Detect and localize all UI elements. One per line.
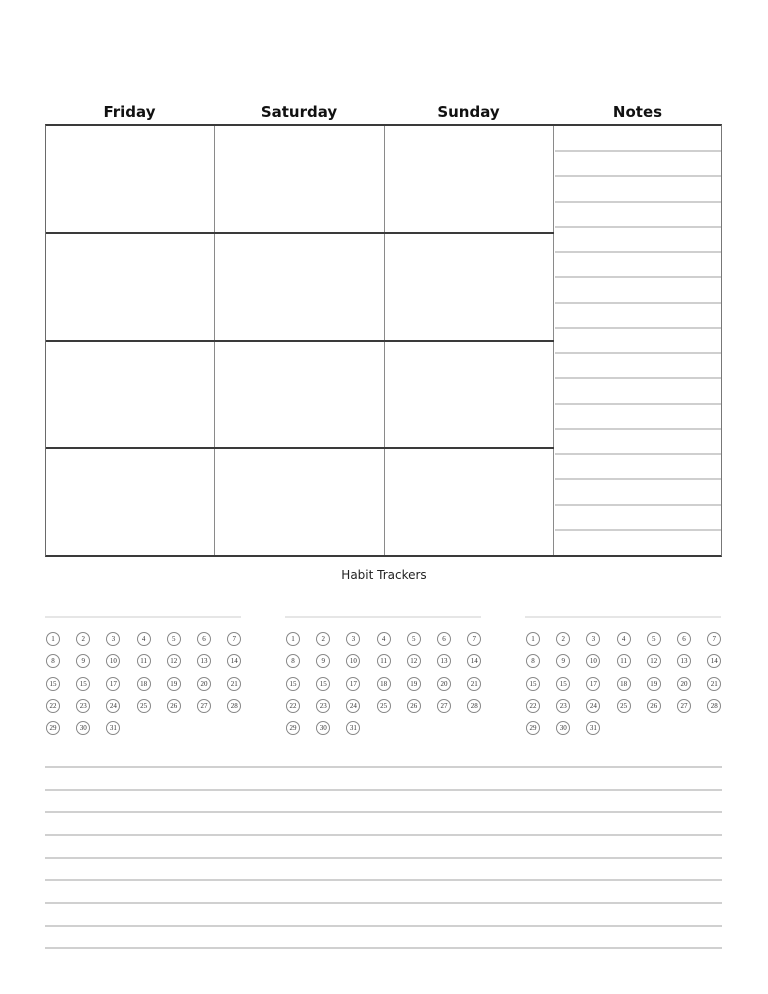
notes-row-16[interactable]: [555, 505, 721, 530]
notes-row-1[interactable]: [555, 126, 721, 151]
habit-day-circle[interactable]: 24: [106, 699, 120, 713]
habit-day-circle[interactable]: 29: [46, 721, 60, 735]
habit-day-circle[interactable]: 29: [526, 721, 540, 735]
habit-day-circle[interactable]: 21: [707, 677, 721, 691]
habit-day-circle[interactable]: 11: [617, 654, 631, 668]
notes-row-7[interactable]: [555, 277, 721, 302]
habit-day-circle[interactable]: 17: [346, 677, 360, 691]
habit-day-circle[interactable]: 11: [137, 654, 151, 668]
habit-tracker-1: [45, 616, 245, 741]
sunday-cell-2[interactable]: [385, 233, 553, 340]
writing-line[interactable]: [45, 902, 722, 904]
habit-day-circle[interactable]: 14: [227, 654, 241, 668]
habit-day-circle[interactable]: 29: [286, 721, 300, 735]
habit-day-circle[interactable]: 30: [316, 721, 330, 735]
habit-day-circle[interactable]: 31: [106, 721, 120, 735]
habit-day-circle[interactable]: 6: [437, 632, 451, 646]
habit-day-circle[interactable]: 15: [316, 677, 330, 691]
habit-day-circle[interactable]: 20: [677, 677, 691, 691]
habit-day-circle[interactable]: 17: [106, 677, 120, 691]
habit-day-circle[interactable]: 30: [556, 721, 570, 735]
habit-day-circle[interactable]: 30: [76, 721, 90, 735]
sunday-cell-4[interactable]: [385, 448, 553, 555]
friday-cell-4[interactable]: [46, 448, 214, 555]
saturday-cell-1[interactable]: [215, 126, 384, 233]
habit-day-circle[interactable]: 14: [467, 654, 481, 668]
habit-day-circle[interactable]: 13: [677, 654, 691, 668]
habit-day-circle[interactable]: 9: [316, 654, 330, 668]
habit-day-circle[interactable]: 8: [46, 654, 60, 668]
writing-line[interactable]: [45, 857, 722, 859]
habit-day-circle[interactable]: 23: [76, 699, 90, 713]
habit-day-circle[interactable]: 27: [197, 699, 211, 713]
habit-day-circle[interactable]: 5: [407, 632, 421, 646]
habit-day-circle[interactable]: 15: [46, 677, 60, 691]
weekly-planner-grid: [45, 124, 722, 557]
writing-line[interactable]: [45, 811, 722, 813]
friday-cell-3[interactable]: [46, 341, 214, 448]
habit-day-circle[interactable]: 22: [46, 699, 60, 713]
habit-day-circle[interactable]: 28: [467, 699, 481, 713]
habit-day-circle[interactable]: 17: [586, 677, 600, 691]
habit-day-circle[interactable]: 18: [617, 677, 631, 691]
notes-row-3[interactable]: [555, 176, 721, 201]
writing-line[interactable]: [45, 925, 722, 927]
habit-day-circle[interactable]: 23: [316, 699, 330, 713]
habit-day-circle[interactable]: 12: [647, 654, 661, 668]
habit-day-circle[interactable]: 2: [76, 632, 90, 646]
habit-day-circle[interactable]: 1: [46, 632, 60, 646]
notes-row-12[interactable]: [555, 404, 721, 429]
friday-cell-2[interactable]: [46, 233, 214, 340]
notes-row-13[interactable]: [555, 429, 721, 454]
habit-day-circle[interactable]: 26: [647, 699, 661, 713]
habit-day-circle[interactable]: 5: [647, 632, 661, 646]
tracker-separator: [525, 616, 721, 618]
habit-day-circle[interactable]: 24: [586, 699, 600, 713]
notes-row-4[interactable]: [555, 202, 721, 227]
habit-day-circle[interactable]: 13: [197, 654, 211, 668]
habit-trackers-title: Habit Trackers: [341, 568, 427, 582]
habit-day-circle[interactable]: 12: [407, 654, 421, 668]
notes-row-6[interactable]: [555, 252, 721, 277]
habit-day-circle[interactable]: 26: [407, 699, 421, 713]
habit-day-circle[interactable]: 4: [617, 632, 631, 646]
habit-day-circle[interactable]: 10: [106, 654, 120, 668]
habit-day-circle[interactable]: 3: [106, 632, 120, 646]
habit-day-circle[interactable]: 7: [227, 632, 241, 646]
habit-day-circle[interactable]: 20: [197, 677, 211, 691]
notes-row-15[interactable]: [555, 479, 721, 504]
notes-row-11[interactable]: [555, 378, 721, 403]
saturday-cell-4[interactable]: [215, 448, 384, 555]
writing-line[interactable]: [45, 947, 722, 949]
notes-row-10[interactable]: [555, 353, 721, 378]
habit-day-circle[interactable]: 21: [467, 677, 481, 691]
habit-day-circle[interactable]: 2: [316, 632, 330, 646]
habit-day-circle[interactable]: 20: [437, 677, 451, 691]
tracker-separator: [285, 616, 481, 618]
notes-row-5[interactable]: [555, 227, 721, 252]
notes-row-17[interactable]: [555, 530, 721, 555]
habit-day-circle[interactable]: 27: [677, 699, 691, 713]
habit-day-circle[interactable]: 24: [346, 699, 360, 713]
writing-line[interactable]: [45, 834, 722, 836]
habit-tracker-3: [525, 616, 725, 741]
habit-day-circle[interactable]: 11: [377, 654, 391, 668]
writing-line[interactable]: [45, 766, 722, 768]
saturday-cell-3[interactable]: [215, 341, 384, 448]
header-notes: Notes: [612, 103, 663, 121]
habit-day-circle[interactable]: 27: [437, 699, 451, 713]
habit-day-circle[interactable]: 1: [526, 632, 540, 646]
habit-day-circle[interactable]: 23: [556, 699, 570, 713]
habit-day-circle[interactable]: 1: [286, 632, 300, 646]
habit-day-circle[interactable]: 28: [227, 699, 241, 713]
habit-day-circle[interactable]: 21: [227, 677, 241, 691]
habit-day-circle[interactable]: 8: [526, 654, 540, 668]
habit-day-circle[interactable]: 25: [617, 699, 631, 713]
habit-day-circle[interactable]: 9: [76, 654, 90, 668]
habit-day-circle[interactable]: 15: [76, 677, 90, 691]
habit-day-circle[interactable]: 13: [437, 654, 451, 668]
habit-day-circle[interactable]: 10: [586, 654, 600, 668]
habit-day-circle[interactable]: 8: [286, 654, 300, 668]
header-sunday: Sunday: [437, 103, 500, 121]
habit-day-circle[interactable]: 25: [377, 699, 391, 713]
habit-tracker-2: [285, 616, 485, 741]
habit-day-circle[interactable]: 22: [286, 699, 300, 713]
notes-row-9[interactable]: [555, 328, 721, 353]
habit-day-circle[interactable]: 3: [346, 632, 360, 646]
habit-day-circle[interactable]: 31: [586, 721, 600, 735]
habit-day-circle[interactable]: 4: [137, 632, 151, 646]
sunday-cell-3[interactable]: [385, 341, 553, 448]
habit-day-circle[interactable]: 6: [197, 632, 211, 646]
habit-day-circle[interactable]: 10: [346, 654, 360, 668]
habit-day-circle[interactable]: 7: [467, 632, 481, 646]
habit-day-circle[interactable]: 18: [377, 677, 391, 691]
saturday-cell-2[interactable]: [215, 233, 384, 340]
habit-day-circle[interactable]: 26: [167, 699, 181, 713]
habit-day-circle[interactable]: 28: [707, 699, 721, 713]
writing-line[interactable]: [45, 879, 722, 881]
habit-day-circle[interactable]: 31: [346, 721, 360, 735]
habit-day-circle[interactable]: 19: [407, 677, 421, 691]
habit-day-circle[interactable]: 4: [377, 632, 391, 646]
habit-day-circle[interactable]: 18: [137, 677, 151, 691]
habit-day-circle[interactable]: 14: [707, 654, 721, 668]
habit-day-circle[interactable]: 19: [167, 677, 181, 691]
habit-day-circle[interactable]: 22: [526, 699, 540, 713]
habit-day-circle[interactable]: 12: [167, 654, 181, 668]
header-saturday: Saturday: [260, 103, 338, 121]
habit-day-circle[interactable]: 3: [586, 632, 600, 646]
habit-day-circle[interactable]: 7: [707, 632, 721, 646]
habit-day-circle[interactable]: 19: [647, 677, 661, 691]
sunday-cell-1[interactable]: [385, 126, 553, 233]
habit-day-circle[interactable]: 9: [556, 654, 570, 668]
friday-cell-1[interactable]: [46, 126, 214, 233]
writing-line[interactable]: [45, 789, 722, 791]
habit-day-circle[interactable]: 15: [556, 677, 570, 691]
notes-row-2[interactable]: [555, 151, 721, 176]
habit-day-circle[interactable]: 15: [286, 677, 300, 691]
notes-row-14[interactable]: [555, 454, 721, 479]
habit-day-circle[interactable]: 25: [137, 699, 151, 713]
habit-day-circle[interactable]: 15: [526, 677, 540, 691]
tracker-separator: [45, 616, 241, 618]
habit-day-circle[interactable]: 2: [556, 632, 570, 646]
header-friday: Friday: [103, 103, 156, 121]
habit-day-circle[interactable]: 6: [677, 632, 691, 646]
habit-day-circle[interactable]: 5: [167, 632, 181, 646]
notes-row-8[interactable]: [555, 303, 721, 328]
